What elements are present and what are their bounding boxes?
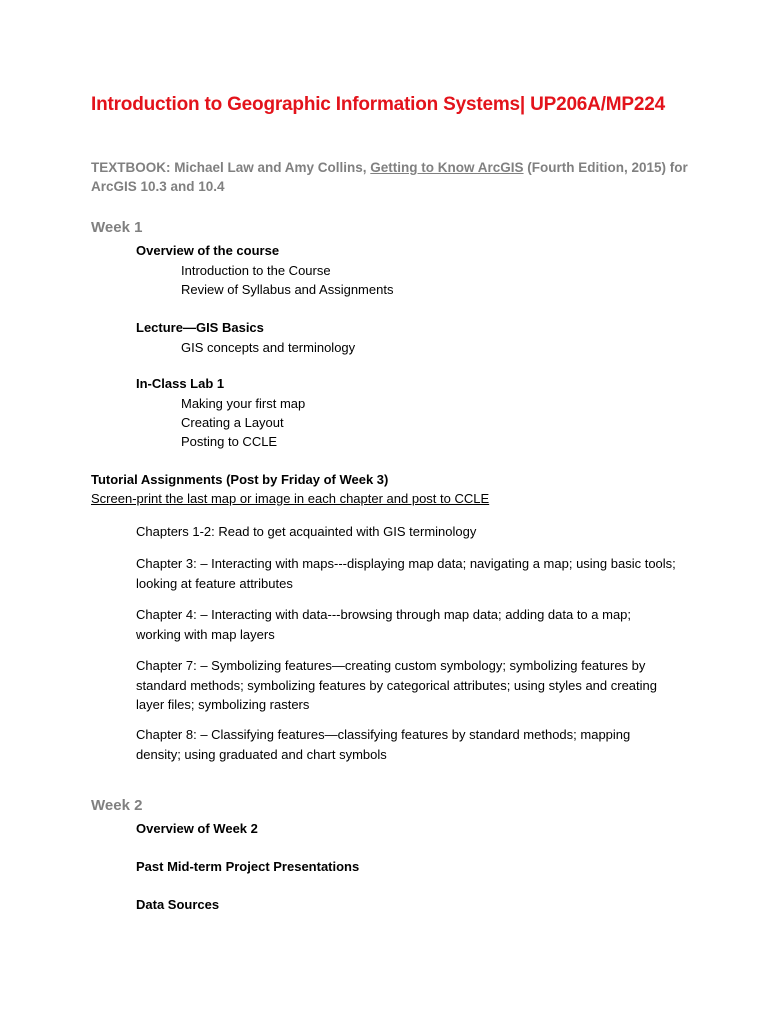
overview-item: Review of Syllabus and Assignments (181, 282, 394, 297)
overview-heading: Overview of the course (136, 243, 280, 258)
lab-item: Posting to CCLE (181, 434, 278, 449)
page-title: Introduction to Geographic Information Systems| UP206A/MP224 (91, 94, 665, 115)
textbook-suffix: (Fourth Edition, 2015) for ArcGIS 10.3 and 10.4 (91, 160, 688, 194)
lecture-item: GIS concepts and terminology (181, 340, 356, 355)
textbook-info (91, 158, 691, 196)
chapter-item: Chapter 7: – Symbolizing features—creating custom symbology; symbolizing features by standard methods; symbolizing features by categorical attributes; using styles and creating layer files; symbolizing rasters (136, 658, 657, 712)
week-1-heading: Week 1 (91, 219, 143, 236)
week-2-heading: Week 2 (91, 797, 143, 814)
week-2-section: Overview of Week 2 (136, 821, 258, 836)
lab-heading: In-Class Lab 1 (136, 376, 225, 391)
week-2-section: Data Sources (136, 897, 220, 912)
chapter-item: Chapter 3: – Interacting with maps---displaying map data; navigating a map; using basic tools; looking at feature attributes (136, 556, 676, 591)
overview-item: Introduction to the Course (181, 263, 331, 278)
chapter-item: Chapters 1-2: Read to get acquainted with GIS terminology (136, 524, 477, 539)
tutorial-heading: Tutorial Assignments (Post by Friday of Week 3) (91, 472, 389, 487)
lab-item: Making your first map (181, 396, 306, 411)
lab-item: Creating a Layout (181, 415, 284, 430)
tutorial-instruction: Screen-print the last map or image in each chapter and post to CCLE (91, 491, 490, 506)
textbook-title-link[interactable]: Getting to Know ArcGIS (370, 160, 524, 175)
lecture-heading: Lecture—GIS Basics (136, 320, 264, 335)
chapter-item: Chapter 4: – Interacting with data---browsing through map data; adding data to a map; working with map layers (136, 607, 632, 642)
chapter-item: Chapter 8: – Classifying features—classifying features by standard methods; mapping density; using graduated and chart symbols (136, 727, 631, 762)
week-2-section: Past Mid-term Project Presentations (136, 859, 360, 874)
textbook-prefix: TEXTBOOK: Michael Law and Amy Collins, (91, 160, 371, 175)
